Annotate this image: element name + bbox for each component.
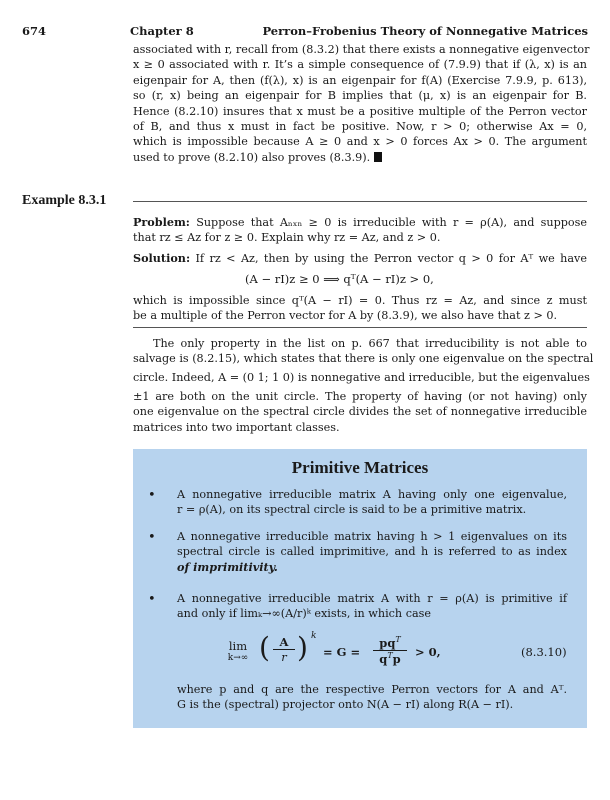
page-number: 674 <box>22 24 47 38</box>
text-line: circle. Indeed, A = (0 1; 1 0) is nonnegative and irreducible, but the eigenvalues <box>133 370 590 384</box>
lim-subscript: k→∞ <box>227 653 249 663</box>
text-line <box>133 150 587 165</box>
example-label: Example 8.3.1 <box>22 193 107 208</box>
text-line: matrices into two important classes. <box>133 420 340 434</box>
text-line: associated with r, recall from (8.3.2) that there exists a nonnegative eigenvector <box>133 43 590 56</box>
solution-text: If rz < Az, then by using the Perron vector q > 0 for Aᵀ we have <box>195 252 588 265</box>
bullet-text <box>177 591 567 622</box>
equation-pq-fraction: $pq^T$ $q^Tp$ <box>373 635 407 666</box>
box-title: Primitive Matrices <box>291 458 429 477</box>
closing-text <box>177 682 567 713</box>
text-line: A nonnegative irreducible matrix having h > 1 eigenvalues on its <box>177 530 567 543</box>
text-line: which is impossible since qᵀ(A − rI) = 0. Thus rz = Az, and since z must <box>133 294 587 307</box>
equation-tail: > 0, <box>415 645 441 659</box>
example-top-rule <box>133 201 587 202</box>
example-problem <box>133 215 587 246</box>
top-paragraph <box>133 42 590 165</box>
equation-exponent: k <box>311 631 317 641</box>
end-of-proof-mark <box>374 152 382 162</box>
equation-lim <box>221 639 255 663</box>
equation-right-paren: ) <box>297 631 308 664</box>
text-line: of B, and thus x must in fact be positive. Now, r > 0; otherwise Ax = 0, <box>133 120 587 134</box>
text-line: salvage is (8.2.15), which states that there is only one eigenvalue on the spectral <box>133 352 594 366</box>
text-line: and only if limₖ→∞(A/r)ᵏ exists, in which case <box>177 607 431 621</box>
text-line: x ≥ 0 associated with r. It’s a simple consequence of (7.9.9) that if (λ, x) is an <box>133 58 587 72</box>
bullet-icon: • <box>148 488 156 503</box>
text-line: The only property in the list on p. 667 that irreducibility is not able to <box>153 337 587 350</box>
bullet-text <box>177 487 567 518</box>
equation-number: (8.3.10) <box>521 645 567 659</box>
running-header <box>22 24 588 40</box>
primitive-matrices-box <box>133 449 587 728</box>
middle-paragraph <box>133 336 594 435</box>
text-line: ±1 are both on the unit circle. The property of having (or not having) only <box>133 389 587 403</box>
problem-label: Problem: <box>133 215 190 229</box>
display-equation: (A − rI)z ≥ 0 ⟹ qᵀ(A − rI)z > 0, <box>245 272 434 286</box>
running-title: Perron–Frobenius Theory of Nonnegative Matrices <box>262 24 588 38</box>
text-line: Hence (8.2.10) insures that x must be a positive multiple of the Perron vector <box>133 104 587 118</box>
text-line: so (r, x) being an eigenpair for B implies that (μ, x) is an eigenpair for B. <box>133 89 587 103</box>
text-line: A nonnegative irreducible matrix A having only one eigenvalue, <box>177 488 567 501</box>
example-conclusion <box>133 293 587 324</box>
text-line: be a multiple of the Perron vector for A by (8.3.9), we also have that z > 0. <box>133 309 558 323</box>
equation-fraction: A r <box>273 635 295 664</box>
text-line: eigenpair for A, then (f(λ), x) is an eigenpair for f(A) (Exercise 7.9.9, p. 613), <box>133 73 587 87</box>
text-line: r = ρ(A), on its spectral circle is said to be a primitive matrix. <box>177 503 527 517</box>
text-line: spectral circle is called imprimitive, and h is referred to as index <box>177 545 567 559</box>
problem-text: Suppose that Aₙₓₙ ≥ 0 is irreducible with r = ρ(A), and suppose <box>196 216 587 229</box>
text-line-end: used to prove (8.2.10) also proves (8.3.9). <box>133 150 371 164</box>
problem-line <box>133 215 587 230</box>
bullet-icon: • <box>148 592 156 607</box>
text-line: which is impossible because A ≥ 0 and x > 0 forces Ax > 0. The argument <box>133 135 587 149</box>
example-solution <box>133 251 587 266</box>
solution-label: Solution: <box>133 251 191 265</box>
solution-line <box>133 251 587 266</box>
bullet-text <box>177 529 567 575</box>
text-line: where p and q are the respective Perron vectors for A and Aᵀ. <box>177 683 567 696</box>
bullet-icon: • <box>148 530 156 545</box>
example-bottom-rule <box>133 327 587 328</box>
lim-text: lim <box>228 639 248 653</box>
equation-left-paren: ( <box>259 631 270 664</box>
text-line: one eigenvalue on the spectral circle divides the set of nonnegative irreducible <box>133 405 587 419</box>
equation-body: = G = <box>323 645 361 659</box>
chapter-label: Chapter 8 <box>130 24 194 38</box>
text-line: G is the (spectral) projector onto N(A − rI) along R(A − rI). <box>177 698 514 712</box>
problem-line: that rz ≤ Az for z ≥ 0. Explain why rz = Az, and z > 0. <box>133 231 441 245</box>
text-line: of imprimitivity. <box>177 559 278 574</box>
text-line: A nonnegative irreducible matrix A with r = ρ(A) is primitive if <box>177 592 567 605</box>
